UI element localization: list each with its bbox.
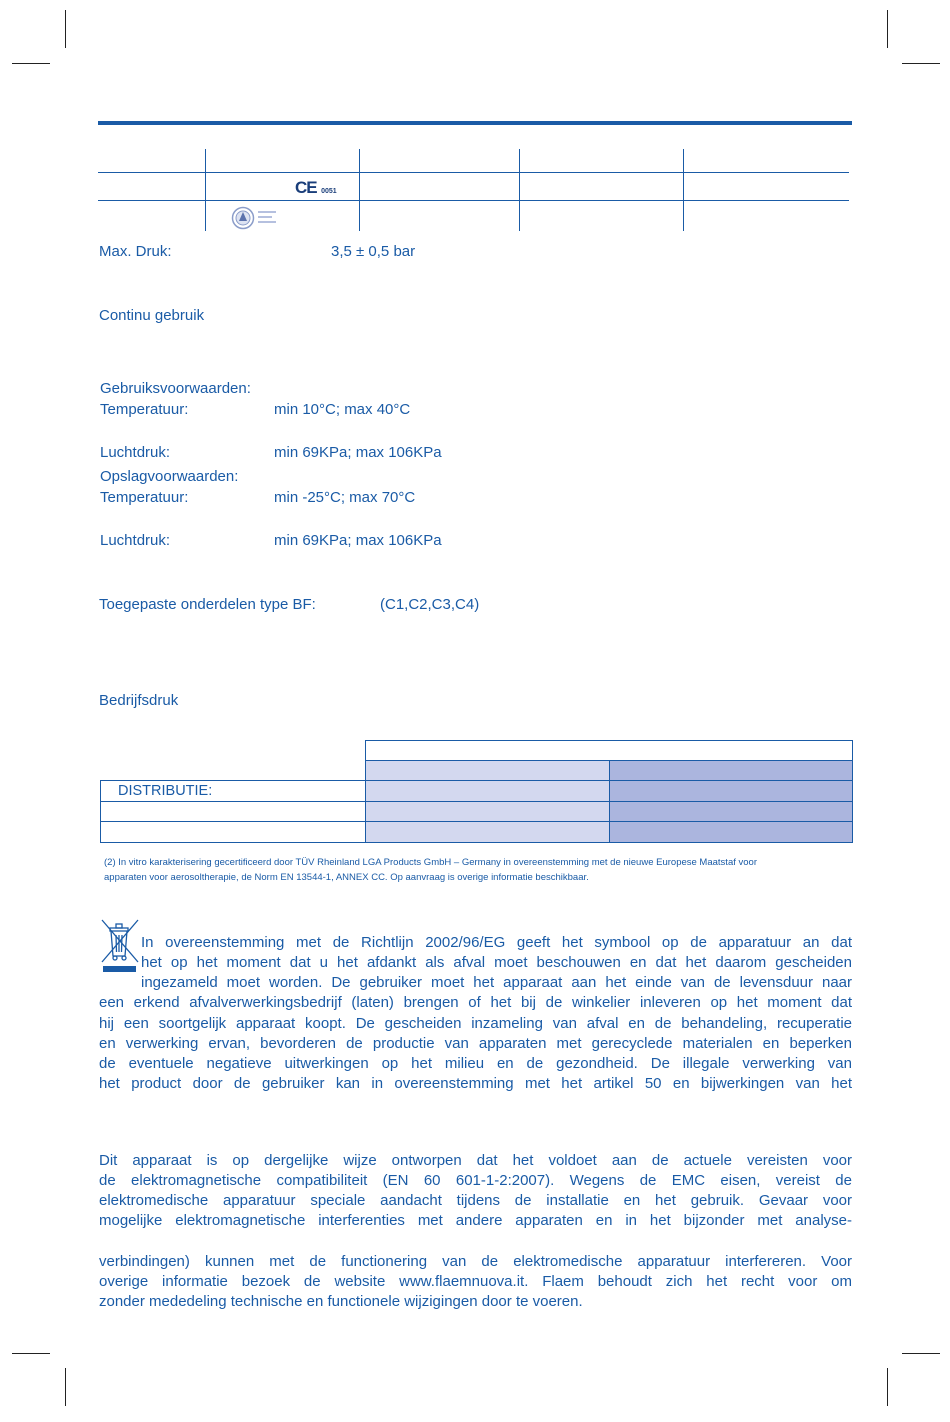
emc-line: elektromedische apparatuur speciale aandacht tijdens de installatie en het gebruik. Gevaar voor <box>99 1192 852 1209</box>
table-cell <box>365 821 610 843</box>
distribution-label: DISTRIBUTIE: <box>118 783 213 799</box>
table-cell <box>609 760 853 781</box>
storage-temperature-value: min -25°C; max 70°C <box>274 489 416 506</box>
emc-line: Dit apparaat is op dergelijke wijze ontworpen dat het voldoet aan de actuele vereisten voor <box>99 1152 852 1169</box>
applied-parts-label: Toegepaste onderdelen type BF: <box>99 596 316 613</box>
emc-line: overige informatie bezoek de website www.flaemnuova.it. Flaem behoudt zich het recht voor om <box>99 1273 852 1290</box>
footnote-line: apparaten voor aerosoltherapie, de Norm EN 13544-1, ANNEX CC. Op aanvraag is overige informatie beschikbaar. <box>104 872 589 883</box>
grid-line <box>519 149 520 231</box>
storage-conditions-heading: Opslagvoorwaarden: <box>100 468 239 485</box>
weee-line: en verwerking ervan, bevorderen de productie van apparaten met gerecyclede materialen en beperken <box>99 1035 852 1052</box>
table-cell <box>365 760 610 781</box>
crop-mark <box>887 1368 888 1406</box>
crop-mark <box>12 63 50 64</box>
crop-mark <box>902 63 940 64</box>
weee-line: een erkend afvalverwerkingsbedrijf (laten) brengen of het bij de winkelier inleveren op het moment dat <box>99 994 852 1011</box>
usage-temperature-label: Temperatuur: <box>100 401 189 418</box>
grid-line <box>98 200 849 201</box>
table-cell <box>365 801 610 822</box>
storage-air-pressure-label: Luchtdruk: <box>100 532 171 549</box>
grid-line <box>98 172 849 173</box>
crop-mark <box>65 1368 66 1406</box>
table-cell <box>609 801 853 822</box>
grid-line <box>683 149 684 231</box>
storage-temperature-label: Temperatuur: <box>100 489 189 506</box>
ce-number: 0051 <box>321 188 337 195</box>
table-cell <box>365 780 610 802</box>
footnote-line: (2) In vitro karakterisering gecertificeerd door TÜV Rheinland LGA Products GmbH – Germany in overeenstemming met de nieuwe Europese Maatstaf voor <box>104 857 757 868</box>
usage-temperature-value: min 10°C; max 40°C <box>274 401 411 418</box>
max-pressure-label: Max. Druk: <box>99 243 172 260</box>
usage-air-pressure-value: min 69KPa; max 106KPa <box>274 444 442 461</box>
emc-line: verbindingen) kunnen met de functionering van de elektromedische apparatuur interfereren. Voor <box>99 1253 852 1270</box>
emc-line: mogelijke elektromagnetische interferenties met andere apparaten en in het bijzonder met analyse- <box>99 1212 852 1229</box>
grid-line <box>359 149 360 231</box>
crop-mark <box>65 10 66 48</box>
weee-line: het product door de gebruiker kan in overeenstemming met het artikel 50 en bijwerkingen van het <box>99 1075 852 1092</box>
usage-air-pressure-label: Luchtdruk: <box>100 444 171 461</box>
ce-symbol: CE <box>295 178 317 197</box>
crop-mark <box>12 1353 50 1354</box>
weee-line: hij een soortgelijk apparaat koopt. De gescheiden inzameling van afval en de behandeling, recuperatie <box>99 1015 852 1032</box>
ce-mark <box>295 178 337 198</box>
weee-line: In overeenstemming met de Richtlijn 2002/96/EG geeft het symbool op de apparatuur an dat <box>141 934 852 951</box>
emc-line: zonder mededeling technische en functionele wijzigingen door te voeren. <box>99 1293 583 1310</box>
table-row-label-cell <box>100 780 366 802</box>
emc-line: de elektromagnetische compatibiliteit (EN 60 601-1-2:2007). Wegens de EMC eisen, vereist de <box>99 1172 852 1189</box>
crop-mark <box>887 10 888 48</box>
max-pressure-value: 3,5 ± 0,5 bar <box>331 243 416 260</box>
applied-parts-value: (C1,C2,C3,C4) <box>380 596 480 613</box>
table-cell <box>609 821 853 843</box>
table-cell <box>609 780 853 802</box>
crossed-bin-icon <box>100 918 140 974</box>
table-row-label-cell <box>100 821 366 843</box>
weee-line: ingezameld moet worden. De gebruiker moet het apparaat aan het einde van de levensduur naar <box>141 974 852 991</box>
grid-line <box>205 149 206 231</box>
certification-logo <box>231 206 283 230</box>
crop-mark <box>902 1353 940 1354</box>
table-header-cell <box>365 740 853 761</box>
operating-pressure: Bedrijfsdruk <box>99 692 179 709</box>
usage-conditions-heading: Gebruiksvoorwaarden: <box>100 380 251 397</box>
weee-line: het op het moment dat u het afdankt als afval moet beschouwen en dat het daarom gescheiden <box>141 954 852 971</box>
storage-air-pressure-value: min 69KPa; max 106KPa <box>274 532 442 549</box>
footnote <box>104 855 854 885</box>
continuous-use: Continu gebruik <box>99 307 205 324</box>
table-row-label-cell <box>100 801 366 822</box>
weee-line: de eventuele negatieve uitwerkingen op het milieu en de gezondheid. De illegale verwerking van <box>99 1055 852 1072</box>
header-rule <box>98 121 852 125</box>
